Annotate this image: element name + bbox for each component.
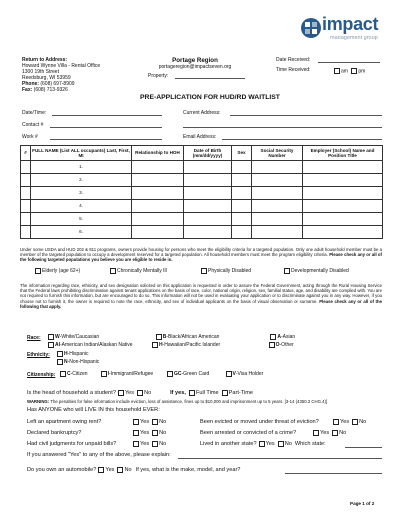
email-field[interactable] — [222, 139, 382, 140]
q4-no-label: No — [359, 419, 367, 425]
q3-yes-checkbox[interactable] — [133, 441, 139, 447]
cell[interactable] — [232, 213, 252, 226]
race-hawaiian-checkbox[interactable] — [152, 342, 158, 348]
visa-checkbox[interactable] — [226, 371, 232, 377]
cell[interactable] — [132, 226, 184, 239]
citizen-checkbox[interactable] — [60, 371, 66, 377]
automobile-question: Do you own an automobile? — [27, 467, 97, 473]
auto-no-checkbox[interactable] — [117, 467, 123, 473]
household-table — [20, 145, 383, 239]
cell[interactable] — [232, 161, 252, 174]
race-other-code: O — [275, 342, 280, 348]
auto-detail-field[interactable] — [285, 473, 382, 474]
ethnicity-non-hispanic-checkbox[interactable] — [57, 359, 63, 365]
cell[interactable] — [232, 200, 252, 213]
contact-field[interactable] — [50, 127, 162, 128]
developmentally-disabled-checkbox[interactable] — [284, 268, 290, 274]
explain-label: If you answered "Yes" to any of the above, please explain: — [27, 452, 171, 458]
demographics-notice-text: The information regarding race, ethnicity, and sex designation solicited on this application is requested in order to assure the Federal Government, acting through the Rural Housing Service that the Federal laws prohibiting discrimination against tenant applications on the basis of race, color, national origin, religion, sex, familial status, age, and disability are complied with. You are not required to furnish this information, but are encouraged to do so. This information will not be used in evaluating your application or to discriminate against you in any way. However, if you choose not to furnish it, the owner is required to note the race, ethnicity, and sex of individual applicants on the basis of visual observation or surname. — [20, 283, 382, 304]
ethnicity-hispanic-checkbox[interactable] — [57, 351, 63, 357]
row-number: 1. — [31, 161, 132, 174]
col-dob: Date of Birth (mm/dd/yyyy) — [184, 146, 232, 161]
cell[interactable] — [252, 213, 303, 226]
cell[interactable] — [184, 161, 232, 174]
q5-yes-label: Yes — [320, 430, 330, 436]
cell[interactable] — [303, 226, 383, 239]
q1-no-label: No — [159, 419, 167, 425]
return-address-block — [22, 57, 132, 93]
return-line-3: Reedsburg, WI 53959 — [22, 75, 71, 81]
green-card-code: GC — [174, 371, 182, 377]
return-line-1: Howard Wynne Villa - Rental Office — [22, 63, 101, 69]
q6-no-checkbox[interactable] — [278, 441, 284, 447]
ethnicity-hispanic-label: -Hispanic — [67, 351, 89, 357]
page-number: Page 1 of 2 — [350, 501, 375, 506]
work-label: Work # — [22, 134, 38, 140]
row-number: 5. — [31, 213, 132, 226]
date-time-field[interactable] — [52, 115, 162, 116]
developmentally-disabled-label: Developmentally Disabled — [291, 268, 349, 274]
ethnicity-non-hispanic-label: -Non-Hispanic — [67, 359, 100, 365]
row-number: 3. — [31, 187, 132, 200]
race-native-checkbox[interactable] — [48, 342, 54, 348]
current-address-label: Current Address: — [183, 110, 221, 116]
cell[interactable] — [303, 161, 383, 174]
q1-no-checkbox[interactable] — [152, 419, 158, 425]
logo-subtitle: management group — [330, 35, 378, 41]
citizen-code: C — [67, 371, 71, 377]
green-card-label: -Green Card — [181, 371, 210, 377]
race-other-label: -Other — [279, 342, 294, 348]
phone-label: Phone: — [22, 81, 39, 87]
question-left-3: Had civil judgments for unpaid bills? — [27, 441, 117, 447]
cell[interactable] — [184, 174, 232, 187]
pm-label: pm — [358, 68, 366, 75]
part-time-checkbox[interactable] — [222, 390, 228, 396]
cell[interactable] — [184, 213, 232, 226]
race-other-checkbox[interactable] — [269, 342, 275, 348]
table-row — [21, 174, 383, 187]
student-yes-label: Yes — [124, 390, 135, 396]
auto-no-label: No — [124, 467, 132, 473]
q2-yes-checkbox[interactable] — [133, 430, 139, 436]
date-received-label: Date Received: — [276, 57, 311, 63]
cell[interactable] — [252, 174, 303, 187]
warning-text — [27, 399, 383, 404]
logo-word: impact — [322, 14, 379, 34]
demographics-notice-bold: Please check any or all of the following that apply. — [20, 298, 382, 309]
cell[interactable] — [132, 187, 184, 200]
col-sex: Sex — [232, 146, 252, 161]
logo-mark-icon — [300, 16, 322, 40]
eligibility-notice-bold: Please check any or all of the following targeted populations you believe you are eligible to reside in. — [20, 252, 382, 263]
q5-yes-checkbox[interactable] — [313, 430, 319, 436]
visa-label: -Visa Holder — [235, 371, 264, 377]
time-received-label: Time Received: — [276, 67, 311, 73]
cell[interactable] — [303, 213, 383, 226]
pm-checkbox[interactable] — [351, 68, 357, 74]
cell[interactable] — [303, 187, 383, 200]
which-state-label: Which state: — [294, 441, 326, 447]
full-time-label: Full Time — [195, 390, 219, 396]
region-name: Portage Region — [172, 57, 218, 64]
page-title: PRE-APPLICATION FOR HUD/RD WAITLIST — [140, 94, 280, 101]
warning-label: WARNING: — [27, 399, 50, 404]
col-full-name: FULL NAME (List ALL occupants) Last, First, MI — [31, 146, 132, 161]
cell[interactable] — [232, 187, 252, 200]
cell[interactable] — [132, 213, 184, 226]
fax-value: (608) 713-9326 — [33, 87, 68, 93]
contact-label: Contact # — [22, 122, 44, 128]
cell[interactable] — [252, 161, 303, 174]
q5-no-label: No — [339, 430, 347, 436]
cell[interactable] — [232, 174, 252, 187]
auto-yes-checkbox[interactable] — [98, 467, 104, 473]
cell[interactable] — [252, 200, 303, 213]
table-row — [21, 200, 383, 213]
q1-yes-checkbox[interactable] — [133, 419, 139, 425]
race-black-code: B — [162, 334, 167, 340]
eligibility-notice — [20, 247, 382, 263]
race-white-code: W — [55, 334, 60, 340]
phone-value: (608) 697-8909 — [40, 81, 75, 87]
region-block — [140, 57, 250, 70]
col-number: # — [21, 146, 31, 161]
q3-no-label: No — [159, 441, 167, 447]
cell[interactable] — [184, 187, 232, 200]
q1-yes-label: Yes — [140, 419, 150, 425]
citizen-label: -Citizen — [70, 371, 88, 377]
immigrant-checkbox[interactable] — [101, 371, 110, 377]
address-line-2-field[interactable] — [183, 127, 382, 128]
elderly-checkbox[interactable] — [35, 268, 41, 274]
cell[interactable] — [252, 226, 303, 239]
immigrant-label: -Immigrant/Refugee — [109, 371, 154, 377]
elderly-label: Elderly (age 62+) — [42, 268, 81, 274]
race-native-code: AI — [55, 342, 60, 348]
race-white-checkbox[interactable] — [48, 334, 54, 340]
work-field[interactable] — [50, 139, 162, 140]
q3-no-checkbox[interactable] — [152, 441, 158, 447]
col-ssn: Social Security Number — [252, 146, 303, 161]
visa-code: V — [232, 371, 236, 377]
q6-yes-checkbox[interactable] — [259, 441, 265, 447]
table-row — [21, 226, 383, 239]
mentally-ill-label: Chronically Mentally Ill — [117, 268, 167, 274]
if-yes-label: If yes, — [170, 390, 186, 396]
q6-yes-label: Yes — [265, 441, 275, 447]
q6-no-label: No — [284, 441, 292, 447]
race-black-label: -Black/African American — [166, 334, 220, 340]
table-header-row — [21, 146, 383, 161]
green-card-checkbox[interactable] — [167, 371, 173, 377]
cell[interactable] — [303, 200, 383, 213]
eligibility-notice-text: Under some USDA and HUD 202 & 811 programs, owners provide housing for persons who meet the eligibility criteria for a targeted population. Only one adult household member must be a member of the targeted population to occupy a development reserved for a targeted population. All household members must meet the program eligibility criteria. — [20, 247, 382, 258]
full-time-checkbox[interactable] — [189, 390, 195, 396]
property-label: Property: — [148, 73, 169, 79]
am-checkbox[interactable] — [334, 68, 340, 74]
race-asian-checkbox[interactable] — [270, 334, 276, 340]
q4-yes-checkbox[interactable] — [333, 419, 339, 425]
student-yes-checkbox[interactable] — [118, 390, 124, 396]
warning-body: The penalties for false information include eviction, loss of assistance, fines up to $10,000 and imprisonment up to 5 years. [3-14 (4350.3 CHG.4)] — [50, 399, 328, 404]
race-asian-label: -Asian — [280, 334, 296, 340]
return-label: Return to Address: — [22, 57, 68, 63]
q5-no-checkbox[interactable] — [332, 430, 338, 436]
student-no-label: No — [144, 390, 152, 396]
race-asian-code: A — [277, 334, 281, 340]
cell[interactable] — [252, 187, 303, 200]
question-left-2: Declared bankruptcy? — [27, 430, 82, 436]
race-white-label: -White/Caucasian — [59, 334, 100, 340]
cell[interactable] — [184, 200, 232, 213]
cell[interactable] — [303, 174, 383, 187]
fax-label: Fax: — [22, 87, 33, 93]
auto-detail-label: If yes, what is the make, model, and year? — [135, 467, 241, 473]
cell[interactable] — [132, 161, 184, 174]
question-right-3: Lived in another state? — [200, 441, 257, 447]
race-black-checkbox[interactable] — [156, 334, 162, 340]
col-relationship: Relationship to HOH — [132, 146, 184, 161]
cell[interactable] — [132, 174, 184, 187]
citizenship-label: Citizenship: — [27, 372, 56, 378]
immigrant-code: I — [107, 371, 110, 377]
q3-yes-label: Yes — [140, 441, 150, 447]
student-question: Is the head of household a student? — [27, 390, 116, 396]
q2-no-checkbox[interactable] — [152, 430, 158, 436]
race-hawaiian-label: -Hawaiian/Pacific Islander — [162, 342, 221, 348]
email-label: Email Address: — [183, 134, 217, 140]
ethnicity-label: Ethnicity: — [27, 352, 50, 358]
ethnicity-hispanic-code: H — [64, 351, 68, 357]
table-row — [21, 161, 383, 174]
row-number: 4. — [31, 200, 132, 213]
physically-disabled-checkbox[interactable] — [201, 268, 207, 274]
row-number: 2. — [31, 174, 132, 187]
return-line-2: 1300 19th Street — [22, 69, 59, 75]
lived-header: Has ANYONE who will LIVE IN this household EVER: — [27, 407, 160, 413]
q4-no-checkbox[interactable] — [352, 419, 358, 425]
q4-yes-label: Yes — [340, 419, 350, 425]
cell[interactable] — [232, 226, 252, 239]
physically-disabled-label: Physically Disabled — [208, 268, 252, 274]
property-field[interactable] — [175, 78, 245, 79]
question-right-2: Been arrested or convicted of a crime? — [200, 430, 297, 436]
cell[interactable] — [184, 226, 232, 239]
explain-field[interactable] — [178, 458, 382, 459]
auto-yes-label: Yes — [105, 467, 115, 473]
which-state-field[interactable] — [345, 447, 382, 448]
question-right-1: Been evicted or moved under threat of eviction? — [200, 419, 319, 425]
q2-yes-label: Yes — [140, 430, 150, 436]
row-number: 6. — [31, 226, 132, 239]
part-time-label: Part-Time — [228, 390, 253, 396]
race-hawaiian-code: H — [159, 342, 163, 348]
race-native-label: -American Indian/Alaskan Native — [60, 342, 133, 348]
race-label: Race: — [27, 335, 41, 341]
demographics-notice — [20, 283, 382, 309]
table-row — [21, 213, 383, 226]
col-employer: Employer (School) Name and Position Title — [303, 146, 383, 161]
am-label: am — [341, 68, 348, 75]
current-address-field[interactable] — [230, 115, 382, 116]
q2-no-label: No — [159, 430, 167, 436]
student-no-checkbox[interactable] — [137, 390, 143, 396]
table-row — [21, 187, 383, 200]
logo — [300, 14, 382, 48]
cell[interactable] — [132, 200, 184, 213]
ethnicity-non-hispanic-code: N — [64, 359, 68, 365]
mentally-ill-checkbox[interactable] — [110, 268, 116, 274]
region-email: portageregion@impactseven.org — [158, 64, 232, 70]
date-time-label: Date/Time: — [22, 110, 47, 116]
question-left-1: Left an apartment owing rent? — [27, 419, 102, 425]
date-received-field[interactable] — [318, 62, 380, 63]
